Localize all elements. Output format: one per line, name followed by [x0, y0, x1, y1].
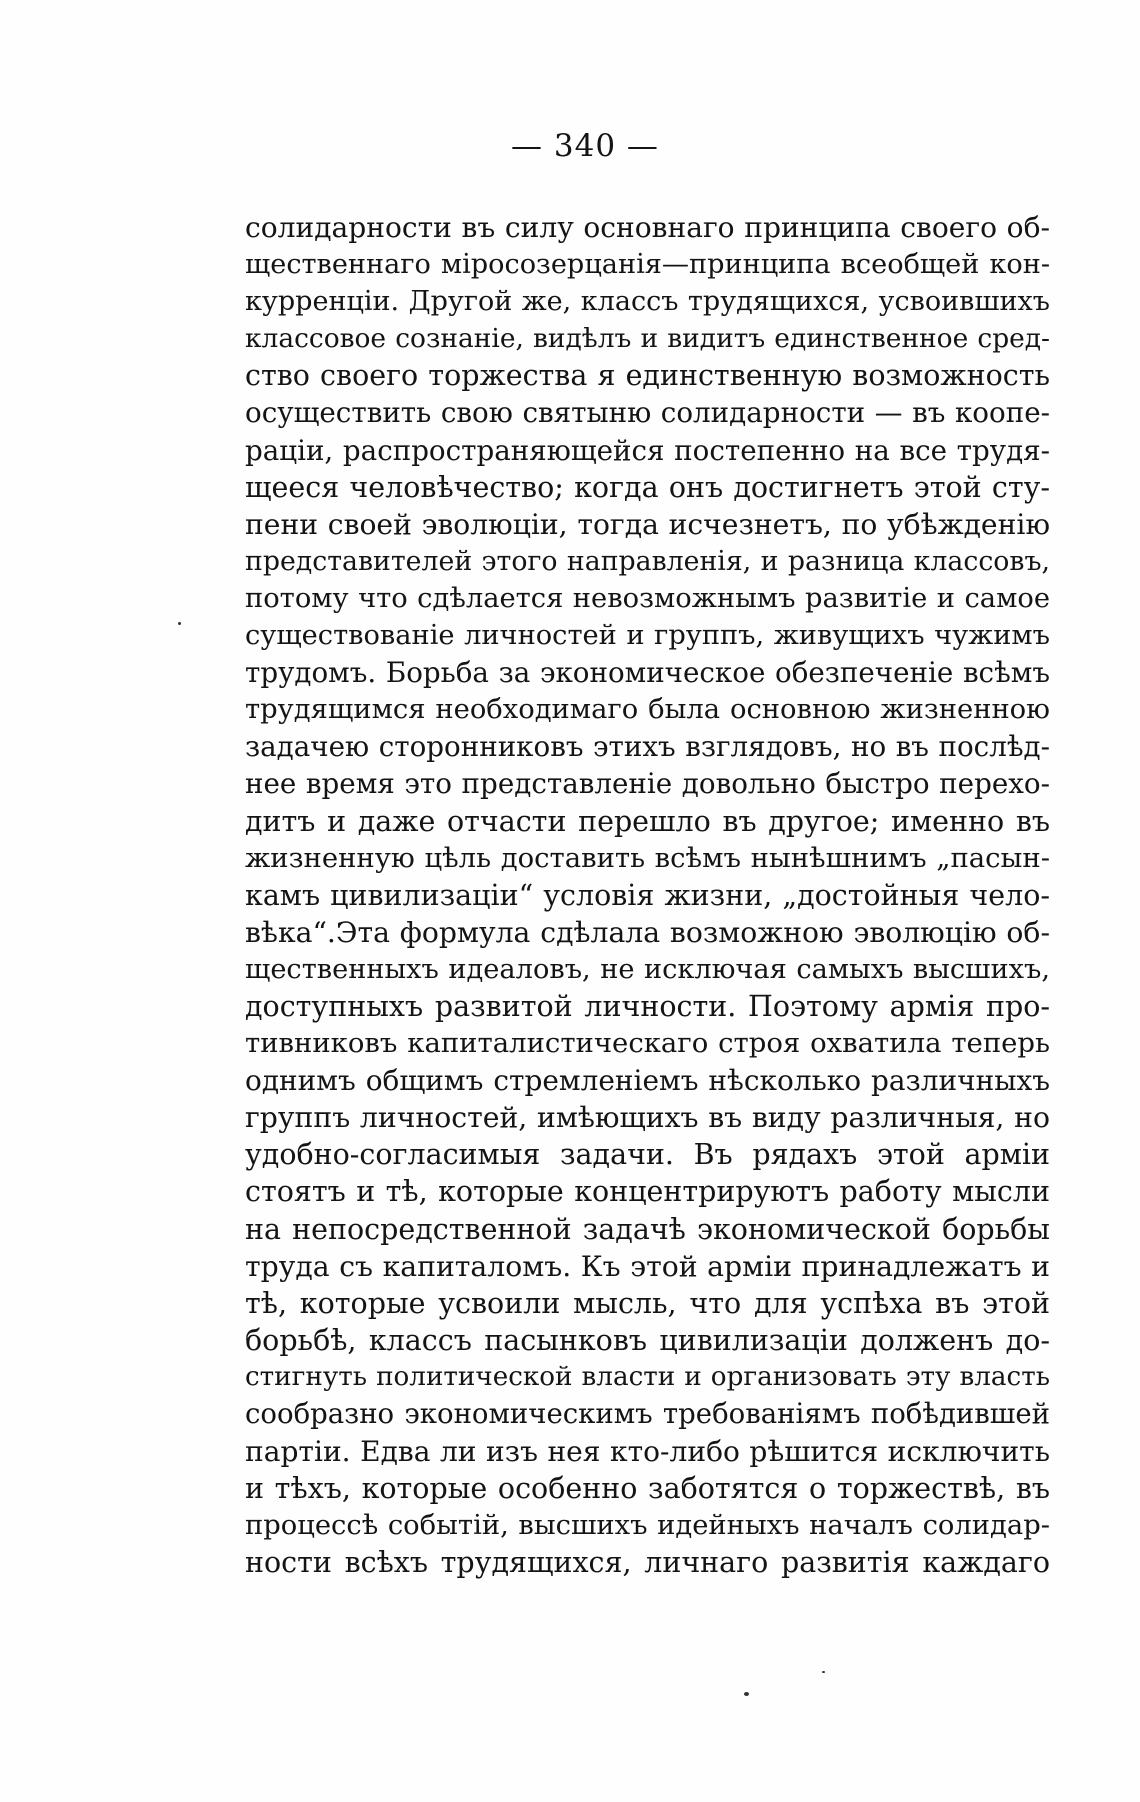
text-line: нее время это представленіе довольно быстро перехо-	[245, 767, 1050, 801]
text-line: труда съ капиталомъ. Къ этой арміи принадлежатъ и	[245, 1249, 1050, 1283]
text-line: стигнуть политической власти и организовать эту власть	[245, 1361, 1050, 1392]
page-number: — 340 —	[511, 128, 659, 164]
text-line: и тѣхъ, которые особенно заботятся о торжествѣ, въ	[245, 1472, 1050, 1506]
text-line: классовое сознаніе, видѣлъ и видитъ единственное сред-	[245, 323, 1050, 355]
print-speck	[178, 622, 181, 625]
text-line: щественнаго міросозерцанія—принципа всеобщей кон-	[245, 249, 1050, 281]
body-text	[245, 209, 1050, 1581]
text-line: потому что сдѣлается невозможнымъ развитіе и самое	[245, 582, 1050, 614]
text-line: сообразно экономическимъ требованіямъ побѣдившей	[245, 1398, 1050, 1430]
text-line: группъ личностей, имѣющихъ въ виду различныя, но	[245, 1101, 1050, 1135]
text-line: удобно-согласимыя задачи. Въ рядахъ этой арміи	[245, 1138, 1050, 1172]
text-line: пени своей эволюціи, тогда исчезнетъ, по убѣжденію	[245, 507, 1050, 541]
text-line: борьбѣ, классъ пасынковъ цивилизаціи долженъ до-	[245, 1323, 1050, 1357]
text-line: задачею сторонниковъ этихъ взглядовъ, но въ послѣд-	[245, 730, 1050, 764]
text-line: представителей этого направленія, и разница классовъ,	[245, 545, 1050, 577]
text-line: вѣка“.Эта формула сдѣлала возможною эволюцію об-	[245, 915, 1050, 949]
text-line: стоятъ и тѣ, которые концентрируютъ работу мысли	[245, 1175, 1050, 1209]
text-line: партіи. Едва ли изъ нея кто-либо рѣшится исключить	[245, 1435, 1050, 1469]
text-line: существованіе личностей и группъ, живущихъ чужимъ	[245, 620, 1050, 652]
text-line: камъ цивилизаціи“ условія жизни, „достойныя чело-	[245, 878, 1050, 912]
text-line: раціи, распространяющейся постепенно на все трудя-	[245, 433, 1050, 467]
text-line: трудомъ. Борьба за экономическое обезпеченіе всѣмъ	[245, 656, 1050, 690]
text-line: процессѣ событій, высшихъ идейныхъ началъ солидар-	[245, 1510, 1050, 1542]
text-line: на непосредственной задачѣ экономической борьбы	[245, 1212, 1050, 1246]
text-line: солидарности въ силу основнаго принципа своего об-	[245, 211, 1050, 244]
text-line: тѣ, которые усвоили мысль, что для успѣха въ этой	[245, 1286, 1050, 1320]
text-line: доступныхъ развитой личности. Поэтому армія про-	[245, 989, 1050, 1023]
text-line: тивниковъ капиталистическаго строя охватила теперь	[245, 1027, 1050, 1060]
text-line: осуществить свою святыню солидарности — въ коопе-	[245, 396, 1050, 430]
text-line: курренціи. Другой же, классъ трудящихся, усвоившихъ	[245, 286, 1050, 318]
print-speck	[744, 1692, 749, 1696]
text-line: дитъ и даже отчасти перешло въ другое; именно въ	[245, 804, 1050, 838]
text-line: ство своего торжества я единственную возможность	[245, 359, 1050, 393]
text-line: щественныхъ идеаловъ, не исключая самыхъ высшихъ,	[245, 953, 1050, 985]
text-line: ности всѣхъ трудящихся, личнаго развитія каждаго	[245, 1546, 1050, 1580]
text-line: жизненную цѣль доставить всѣмъ нынѣшнимъ „пасын-	[245, 841, 1050, 874]
print-speck	[822, 1671, 825, 1673]
text-line: щееся человѣчество; когда онъ достигнетъ этой сту-	[245, 470, 1050, 504]
text-line: однимъ общимъ стремленіемъ нѣсколько различныхъ	[245, 1064, 1050, 1098]
text-line: трудящимся необходимаго была основною жизненною	[245, 694, 1050, 726]
